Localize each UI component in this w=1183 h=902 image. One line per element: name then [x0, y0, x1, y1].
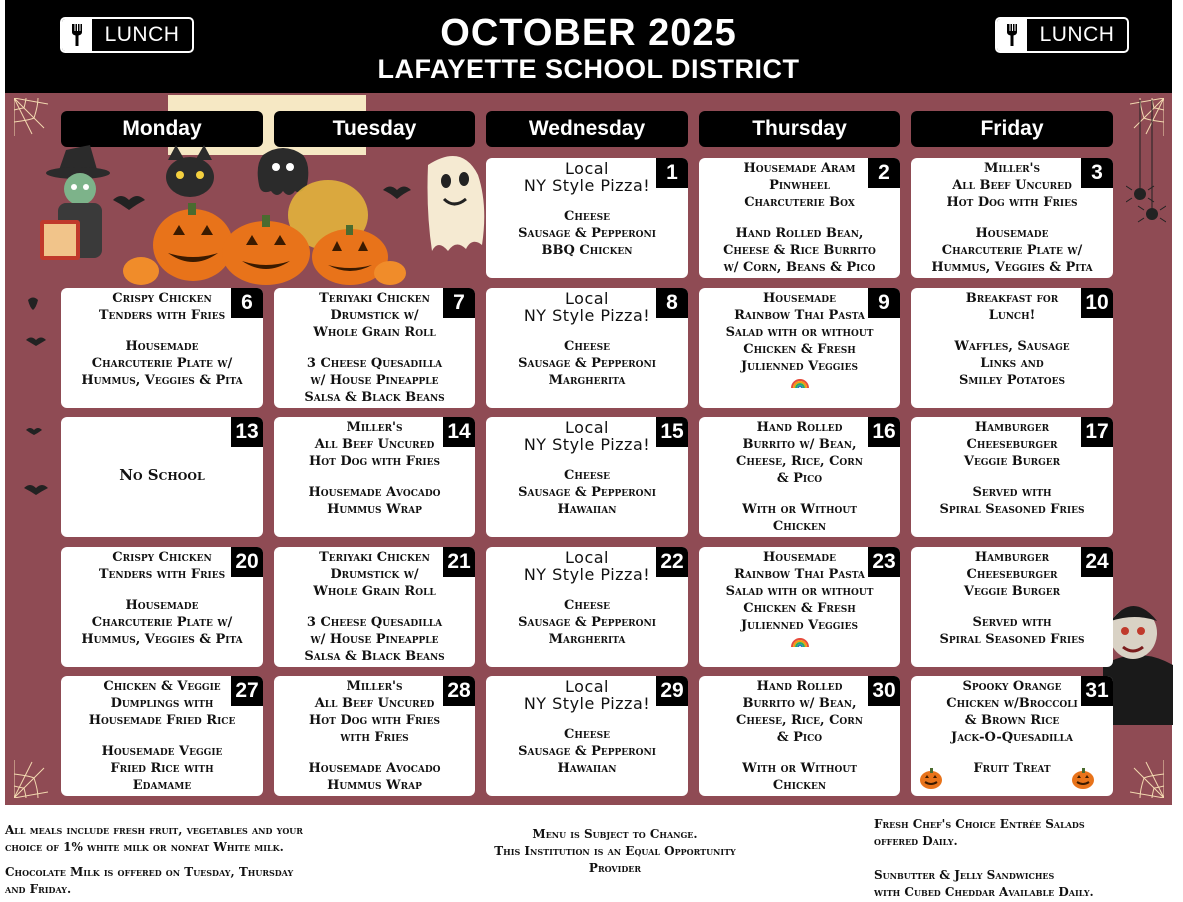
menu-line: Local — [565, 418, 609, 437]
spacer — [67, 729, 257, 743]
menu-line: Spooky Orange — [962, 679, 1062, 694]
menu-line: Charcuterie Plate w/ — [91, 615, 233, 630]
pumpkin-icon — [153, 203, 233, 281]
day-number: 28 — [443, 676, 475, 706]
menu-line: Sausage & Pepperoni — [518, 744, 656, 759]
menu-line: Drumstick w/ — [330, 567, 419, 582]
menu-line: Hummus, Veggies & Pita — [81, 632, 243, 647]
spacer — [917, 211, 1107, 225]
calendar-day-24 — [911, 547, 1113, 667]
spacer — [492, 583, 682, 597]
menu-line: Edamame — [132, 778, 192, 793]
menu-line: Spiral Seasoned Fries — [939, 502, 1085, 517]
spacer — [280, 746, 469, 760]
day-number: 16 — [868, 417, 900, 447]
day-number: 6 — [231, 288, 263, 318]
day-number: 10 — [1081, 288, 1113, 318]
menu-line: Smiley Potatoes — [959, 373, 1065, 388]
menu-line: Chicken w/Broccoli — [946, 696, 1078, 711]
menu-line: Housemade Fried Rice — [88, 713, 236, 728]
cat-icon — [166, 145, 214, 197]
cobweb-icon — [14, 758, 48, 798]
halloween-decoration — [28, 145, 488, 290]
menu-line: Crispy Chicken — [112, 291, 212, 306]
spacer — [492, 194, 682, 208]
menu-line: Charcuterie Plate w/ — [91, 356, 233, 371]
menu-line: Chicken — [772, 778, 827, 793]
day-number: 24 — [1081, 547, 1113, 577]
menu-line: Housemade Avocado — [308, 761, 441, 776]
menu-line: Hand Rolled — [756, 679, 843, 694]
calendar-day-27 — [61, 676, 263, 796]
day-number: 17 — [1081, 417, 1113, 447]
menu-line: All Beef Uncured — [314, 696, 435, 711]
menu-line: Served with — [972, 485, 1052, 500]
menu-line: Miller's — [346, 679, 403, 694]
day-header-friday: Friday — [911, 111, 1113, 147]
header-banner — [5, 0, 1172, 93]
menu-line: Salad with or without — [725, 325, 874, 340]
page-subtitle: LAFAYETTE SCHOOL DISTRICT — [377, 54, 800, 84]
menu-line: Cheese — [564, 468, 610, 483]
menu-line: With or Without — [742, 761, 857, 776]
menu-line: w/ House Pineapple — [310, 632, 439, 647]
menu-line: BBQ Chicken — [541, 243, 633, 258]
calendar-day-29 — [486, 676, 688, 796]
calendar-day-10 — [911, 288, 1113, 408]
spacer — [67, 583, 257, 597]
bat-icon — [383, 187, 411, 200]
menu-line: Local — [565, 677, 609, 696]
cobweb-icon — [14, 98, 48, 138]
calendar-day-20 — [61, 547, 263, 667]
calendar-day-23 — [699, 547, 900, 667]
menu-line: Chicken & Fresh — [743, 601, 856, 616]
menu-line: No School — [119, 466, 205, 484]
spacer — [705, 487, 894, 501]
calendar-day-16 — [699, 417, 900, 537]
spacer — [492, 324, 682, 338]
menu-line: Housemade Aram — [743, 161, 856, 176]
menu-line: Served with — [972, 615, 1052, 630]
menu-line: All Beef Uncured — [952, 178, 1072, 193]
menu-line: Waffles, Sausage — [954, 339, 1070, 354]
menu-line: Hummus Wrap — [327, 502, 422, 517]
menu-line: 3 Cheese Quesadilla — [306, 615, 443, 630]
menu-line: Teriyaki Chicken — [319, 550, 430, 565]
spacer — [492, 712, 682, 726]
day-number: 1 — [656, 158, 688, 188]
menu-line: Cheeseburger — [966, 437, 1058, 452]
lunch-badge-right — [995, 17, 1129, 53]
menu-line: NY Style Pizza! — [523, 694, 651, 713]
menu-line: with Fries — [340, 730, 409, 745]
menu-line: Housemade — [125, 339, 199, 354]
menu-line: Hummus, Veggies & Pita — [81, 373, 243, 388]
menu-line: Sausage & Pepperoni — [518, 485, 656, 500]
menu-line: Housemade — [763, 550, 836, 565]
menu-line: Jack-O-Quesadilla — [951, 730, 1073, 745]
spacer — [280, 341, 469, 355]
menu-line: NY Style Pizza! — [523, 176, 651, 195]
day-number: 14 — [443, 417, 475, 447]
menu-line: Housemade — [763, 291, 836, 306]
spacer — [917, 600, 1107, 614]
rainbow-icon — [705, 375, 894, 394]
menu-line: Hamburger — [974, 550, 1050, 565]
spider-icon — [1126, 100, 1166, 225]
footer-line: with Cubed Cheddar Available Daily. — [874, 885, 1094, 899]
menu-line: Local — [565, 289, 609, 308]
menu-line: Local — [565, 159, 609, 178]
day-number: 9 — [868, 288, 900, 318]
menu-line: Rainbow Thai Pasta — [734, 567, 865, 582]
menu-line: Crispy Chicken — [112, 550, 212, 565]
menu-line: Miller's — [346, 420, 403, 435]
menu-line: Hamburger — [974, 420, 1050, 435]
menu-line: Salsa & Black Beans — [304, 390, 445, 405]
menu-line: Hummus Wrap — [327, 778, 422, 793]
menu-line: Sausage & Pepperoni — [518, 226, 656, 241]
witch-icon — [40, 145, 110, 260]
menu-line: NY Style Pizza! — [523, 565, 651, 584]
menu-line: Whole Grain Roll — [313, 325, 436, 340]
calendar-day-13 — [61, 417, 263, 537]
menu-line: Rainbow Thai Pasta — [734, 308, 865, 323]
menu-line: Miller's — [983, 161, 1041, 176]
menu-line: Housemade Veggie — [101, 744, 223, 759]
menu-line: NY Style Pizza! — [523, 435, 651, 454]
menu-line: Sausage & Pepperoni — [518, 356, 656, 371]
menu-line: Fruit Treat — [973, 761, 1051, 776]
menu-line: Drumstick w/ — [330, 308, 419, 323]
menu-line: Burrito w/ Bean, — [742, 696, 857, 711]
menu-line: Cheese & Rice Burrito — [723, 243, 876, 258]
menu-line: With or Without — [742, 502, 857, 517]
menu-line: Chicken — [772, 519, 827, 534]
menu-line: Veggie Burger — [963, 584, 1061, 599]
day-header-thursday: Thursday — [699, 111, 900, 147]
footer-line: Sunbutter & Jelly Sandwiches — [874, 868, 1055, 882]
menu-line: Pinwheel — [769, 178, 830, 193]
menu-line: Spiral Seasoned Fries — [939, 632, 1085, 647]
menu-line: Dumplings with — [110, 696, 214, 711]
menu-line: Housemade — [975, 226, 1049, 241]
menu-line: NY Style Pizza! — [523, 306, 651, 325]
menu-line: Julienned Veggies — [741, 618, 858, 633]
menu-line: Margherita — [548, 632, 626, 647]
calendar-day-14 — [274, 417, 475, 537]
spacer — [705, 211, 894, 225]
menu-line: All Beef Uncured — [314, 437, 435, 452]
bat-icon — [113, 196, 145, 210]
calendar-day-30 — [699, 676, 900, 796]
menu-line: Hawaiian — [557, 502, 617, 517]
menu-line: Chicken & Fresh — [743, 342, 856, 357]
menu-line: Hand Rolled — [756, 420, 843, 435]
day-number: 20 — [231, 547, 263, 577]
menu-line: Hand Rolled Bean, — [735, 226, 864, 241]
spacer — [917, 470, 1107, 484]
menu-line: & Pico — [776, 730, 823, 745]
menu-line: Whole Grain Roll — [313, 584, 436, 599]
calendar-day-3 — [911, 158, 1113, 278]
calendar-day-15 — [486, 417, 688, 537]
lunch-label-left: LUNCH — [104, 23, 180, 46]
menu-line: Cheeseburger — [966, 567, 1058, 582]
footer-note-left — [5, 822, 435, 898]
footer-note-right — [874, 816, 1179, 901]
spacer — [492, 453, 682, 467]
menu-line: Cheese — [564, 727, 610, 742]
day-number: 22 — [656, 547, 688, 577]
menu-line: Local — [565, 548, 609, 567]
footer-line: Fresh Chef's Choice Entrée Salads — [874, 817, 1085, 831]
ghost-icon — [428, 156, 485, 251]
menu-line: Hummus, Veggies & Pita — [931, 260, 1093, 275]
menu-line: Julienned Veggies — [741, 359, 858, 374]
menu-line: w/ Corn, Beans & Pico — [723, 260, 876, 275]
footer-line: choice of 1% white milk or nonfat White milk. — [5, 840, 284, 854]
calendar-day-7 — [274, 288, 475, 408]
day-header-tuesday: Tuesday — [274, 111, 475, 147]
calendar-day-31 — [911, 676, 1113, 796]
day-number: 23 — [868, 547, 900, 577]
calendar-day-17 — [911, 417, 1113, 537]
menu-line: w/ House Pineapple — [310, 373, 439, 388]
menu-line: Burrito w/ Bean, — [742, 437, 857, 452]
day-header-wednesday: Wednesday — [486, 111, 688, 147]
menu-line: Hawaiian — [557, 761, 617, 776]
menu-line: Lunch! — [988, 308, 1036, 323]
calendar-day-2 — [699, 158, 900, 278]
menu-line: Tenders with Fries — [98, 567, 226, 582]
menu-line: 3 Cheese Quesadilla — [306, 356, 443, 371]
rainbow-icon — [705, 634, 894, 653]
spacer — [67, 324, 257, 338]
day-number: 8 — [656, 288, 688, 318]
footer-line: All meals include fresh fruit, vegetables and your — [5, 823, 303, 837]
menu-line: Hot Dog with Fries — [309, 713, 440, 728]
page-title: OCTOBER 2025 — [440, 12, 737, 54]
day-number: 7 — [443, 288, 475, 318]
footer-note-center — [430, 826, 800, 877]
footer-line: Chocolate Milk is offered on Tuesday, Thursday — [5, 865, 294, 879]
menu-line: Salsa & Black Beans — [304, 649, 445, 664]
menu-line: Charcuterie Plate w/ — [941, 243, 1083, 258]
menu-line: Breakfast for — [965, 291, 1059, 306]
spacer — [917, 324, 1107, 338]
lunch-label-right: LUNCH — [1039, 23, 1115, 46]
menu-line: Tenders with Fries — [98, 308, 226, 323]
menu-line: & Pico — [776, 471, 823, 486]
day-number: 2 — [868, 158, 900, 188]
menu-line: Salad with or without — [725, 584, 874, 599]
menu-line: Cheese — [564, 339, 610, 354]
calendar-day-21 — [274, 547, 475, 667]
footer-line: and Friday. — [5, 882, 72, 896]
footer-line: Menu is Subject to Change. — [532, 827, 698, 841]
pumpkin-icon — [1071, 766, 1095, 790]
calendar-day-22 — [486, 547, 688, 667]
calendar-day-8 — [486, 288, 688, 408]
menu-line: Charcuterie Box — [744, 195, 855, 210]
menu-line: Teriyaki Chicken — [319, 291, 430, 306]
ghost-icon — [258, 148, 309, 195]
menu-line: Housemade Avocado — [308, 485, 441, 500]
calendar-day-6 — [61, 288, 263, 408]
spacer — [280, 600, 469, 614]
menu-line: Chicken & Veggie — [103, 679, 221, 694]
calendar-day-9 — [699, 288, 900, 408]
day-number: 15 — [656, 417, 688, 447]
spacer — [280, 470, 469, 484]
day-number: 27 — [231, 676, 263, 706]
calendar-day-28 — [274, 676, 475, 796]
day-number: 29 — [656, 676, 688, 706]
bat-icon — [20, 290, 50, 510]
menu-line: Fried Rice with — [110, 761, 214, 776]
day-number: 30 — [868, 676, 900, 706]
menu-line: Cheese, Rice, Corn — [736, 713, 863, 728]
pumpkin-icon — [919, 766, 943, 790]
fork-icon — [997, 19, 1027, 51]
spacer — [917, 746, 1107, 760]
menu-line: Margherita — [548, 373, 626, 388]
calendar-day-1 — [486, 158, 688, 278]
menu-line: Cheese, Rice, Corn — [736, 454, 863, 469]
menu-line: Hot Dog with Fries — [946, 195, 1078, 210]
footer-line: This Institution is an Equal Opportunity — [494, 844, 736, 858]
footer-line: Provider — [588, 861, 642, 875]
menu-line: Housemade — [125, 598, 199, 613]
day-number: 3 — [1081, 158, 1113, 188]
menu-line: Links and — [980, 356, 1044, 371]
menu-line: Cheese — [564, 209, 610, 224]
menu-line: Cheese — [564, 598, 610, 613]
day-header-monday: Monday — [61, 111, 263, 147]
day-number: 21 — [443, 547, 475, 577]
menu-line: Sausage & Pepperoni — [518, 615, 656, 630]
menu-line: & Brown Rice — [964, 713, 1060, 728]
menu-line: Veggie Burger — [963, 454, 1061, 469]
menu-line: Hot Dog with Fries — [309, 454, 440, 469]
footer-line: offered Daily. — [874, 834, 958, 848]
day-number: 13 — [231, 417, 263, 447]
vampire-icon — [1103, 595, 1173, 725]
day-number: 31 — [1081, 676, 1113, 706]
spacer — [705, 746, 894, 760]
cobweb-icon — [1130, 758, 1164, 798]
